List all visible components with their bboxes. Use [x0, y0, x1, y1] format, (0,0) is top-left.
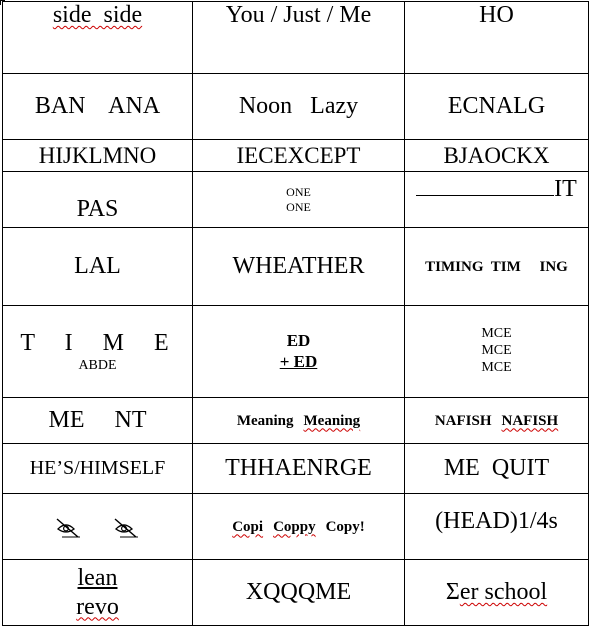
clue-line: revo	[76, 593, 119, 620]
puzzle-cell	[193, 228, 405, 306]
pencil-eye-icon	[54, 515, 84, 539]
clue-text: ECNALG	[447, 93, 546, 119]
clue-line: + ED	[279, 351, 318, 371]
clue-word: Coppy	[273, 518, 316, 535]
clue-text: THHAENRGE	[225, 455, 372, 481]
puzzle-cell	[3, 494, 193, 560]
rebus-puzzle-grid	[2, 1, 589, 626]
puzzle-cell	[193, 398, 405, 444]
clue-word: NAFISH	[434, 412, 492, 429]
clue-text: (HEAD)1/4s	[435, 508, 558, 534]
puzzle-cell	[193, 74, 405, 140]
clue-text: You / Just / Me	[225, 2, 372, 28]
clue-text: LAL	[74, 253, 121, 279]
puzzle-cell	[405, 398, 589, 444]
puzzle-cell	[3, 306, 193, 398]
clue-word: Copy!	[325, 518, 365, 535]
clue-text: BAN ANA	[34, 93, 161, 119]
clue-text: IECEXCEPT	[236, 142, 361, 168]
clue-text: HIJKLMNO	[38, 142, 157, 168]
clue-text: HE’S/HIMSELF	[29, 457, 166, 479]
puzzle-cell	[3, 444, 193, 494]
puzzle-cell	[405, 444, 589, 494]
clue-text: WHEATHER	[232, 253, 365, 279]
clue-text: side side	[52, 2, 143, 28]
puzzle-cell	[405, 494, 589, 560]
clue-line: MCE	[481, 359, 512, 375]
clue-text: PAS	[76, 196, 119, 222]
clue-text: IT	[554, 176, 577, 202]
puzzle-cell	[3, 398, 193, 444]
clue-line: T I M E	[20, 329, 175, 356]
clue-word: Meaning	[303, 412, 361, 429]
sigma-symbol: Σ	[445, 579, 460, 605]
clue-text: HO	[479, 2, 514, 28]
clue-text: Noon Lazy	[238, 93, 359, 119]
puzzle-cell	[405, 140, 589, 172]
puzzle-cell	[193, 560, 405, 626]
clue-line: ONE	[286, 199, 311, 214]
puzzle-cell	[193, 494, 405, 560]
clue-line: ED	[286, 331, 311, 351]
puzzle-cell	[405, 228, 589, 306]
clue-word: NAFISH	[501, 412, 559, 429]
clue-line: lean	[77, 564, 118, 591]
clue-word: Copi	[232, 518, 264, 535]
puzzle-cell	[193, 306, 405, 398]
puzzle-cell	[405, 74, 589, 140]
clue-text: TIMING TIM ING	[425, 258, 568, 275]
puzzle-cell	[405, 560, 589, 626]
clue-text: ME NT	[48, 407, 147, 433]
puzzle-cell	[193, 2, 405, 74]
clue-line: ABDE	[78, 357, 117, 373]
puzzle-cell	[193, 172, 405, 228]
puzzle-cell	[3, 172, 193, 228]
clue-text: XQQQME	[245, 579, 352, 605]
clue-line: MCE	[481, 326, 512, 342]
puzzle-cell	[3, 140, 193, 172]
pencil-eye-icon	[112, 515, 142, 539]
puzzle-cell	[405, 172, 589, 228]
puzzle-cell	[3, 2, 193, 74]
puzzle-cell	[3, 560, 193, 626]
clue-text: er school	[459, 579, 548, 605]
puzzle-cell	[193, 444, 405, 494]
puzzle-cell	[3, 74, 193, 140]
puzzle-cell	[405, 2, 589, 74]
clue-line: ONE	[286, 185, 311, 200]
clue-line: MCE	[481, 343, 512, 359]
blank-line	[416, 194, 554, 196]
puzzle-cell	[193, 140, 405, 172]
puzzle-cell	[3, 228, 193, 306]
clue-word: Meaning	[236, 412, 294, 429]
clue-text: ME QUIT	[443, 455, 550, 481]
clue-text: BJAOCKX	[443, 142, 550, 168]
puzzle-cell	[405, 306, 589, 398]
